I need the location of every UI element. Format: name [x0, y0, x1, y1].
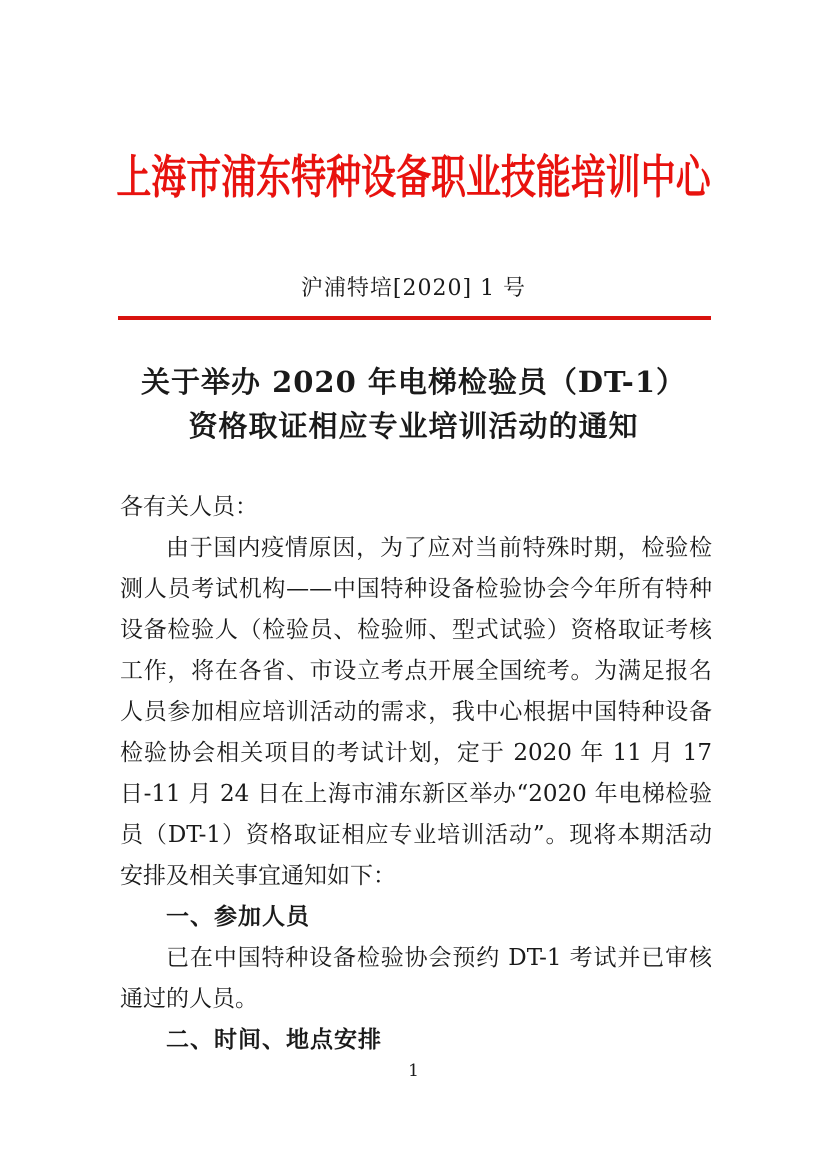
notice-title: [0, 360, 827, 448]
section-heading-participants: 一、参加人员: [166, 904, 310, 930]
document-number: 沪浦特培[2020] 1 号: [300, 276, 527, 301]
red-divider-rule: [118, 316, 711, 320]
page-number: 1: [408, 1061, 419, 1081]
intro-paragraph: 由于国内疫情原因，为了应对当前特殊时期，检验检测人员考试机构——中国特种设备检验协会今年所有特种设备检验人（检验员、检验师、型式试验）资格取证考核工作，将在各省、市设立考点开展全国统考。为满足报名人员参加相应培训活动的需求，我中心根据中国特种设备检验协会相关项目的考试计划，定于 2020 年 11 月 17 日-11 月 24 日在上海市浦东新区举办“2020 年电梯检验员（DT-1）资格取证相应专业培训活动”。现将本期活动安排及相关事宜通知如下：: [120, 535, 712, 889]
notice-title-line-1: 关于举办 2020 年电梯检验员（DT-1）: [140, 365, 687, 399]
notice-body: [120, 487, 712, 1061]
section-body-participants: 已在中国特种设备检验协会预约 DT-1 考试并已审核通过的人员。: [120, 945, 712, 1012]
letterhead-title: 上海市浦东特种设备职业技能培训中心: [116, 150, 711, 204]
salutation: 各有关人员：: [120, 494, 258, 520]
section-heading-time-location: 二、时间、地点安排: [166, 1027, 382, 1053]
notice-title-line-2: 资格取证相应专业培训活动的通知: [188, 409, 639, 443]
